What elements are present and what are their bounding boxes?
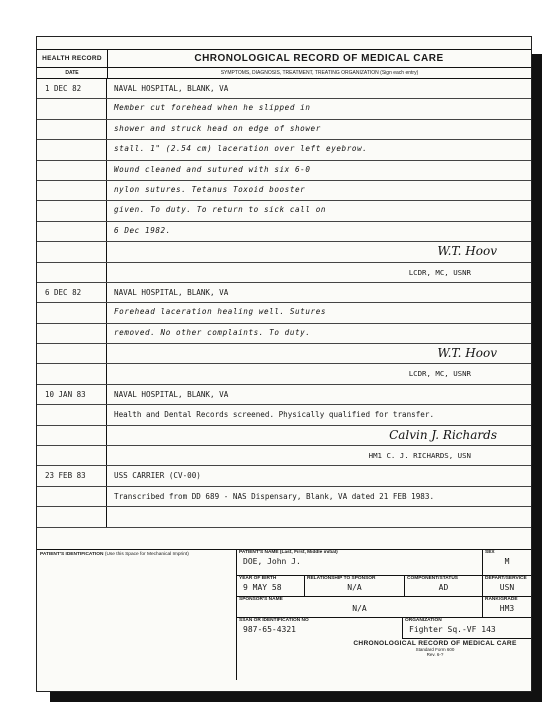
signer-rank-area (108, 364, 527, 383)
record-row (37, 79, 531, 99)
date-column-header: DATE (65, 70, 79, 76)
health-record-label: HEALTH RECORD (37, 50, 108, 67)
entry-date (37, 364, 107, 383)
handwritten-note: given. To duty. To return to sick call on (114, 205, 327, 215)
entry-date (37, 263, 107, 282)
record-row (37, 487, 531, 507)
record-row (37, 303, 531, 323)
patient-id-note: (Use this Space for Mechanical Imprint) (104, 552, 189, 557)
entry-date (37, 242, 107, 261)
entry-date (37, 222, 107, 241)
rank-cell (483, 597, 531, 618)
entry-date (37, 507, 107, 526)
signer-rank-area (108, 446, 527, 465)
relationship-cell (305, 576, 405, 597)
typed-entry: NAVAL HOSPITAL, BLANK, VA (114, 389, 229, 399)
typed-entry: Health and Dental Records screened. Physically qualified for transfer. (114, 410, 435, 420)
form-header (37, 49, 531, 68)
birth-value: 9 MAY 58 (243, 583, 282, 592)
handwritten-note: removed. No other complaints. To duty. (114, 327, 311, 337)
record-row (37, 426, 531, 446)
signer-rank: LCDR, MC, USNR (408, 267, 471, 277)
signer-rank: LCDR, MC, USNR (408, 369, 471, 379)
signature-area (108, 426, 527, 445)
entry-date (37, 120, 107, 139)
record-row (37, 324, 531, 344)
handwritten-note: 6 Dec 1982. (114, 225, 171, 235)
entry-date (37, 426, 107, 445)
organization-cell (403, 618, 531, 639)
sponsor-label: SPONSOR'S NAME (239, 597, 283, 602)
typed-entry: USS CARRIER (CV-00) (114, 471, 201, 481)
component-cell (405, 576, 483, 597)
record-row (37, 161, 531, 181)
typed-entry: Transcribed from DD 689 - NAS Dispensary, Blank, VA dated 21 FEB 1983. (114, 491, 435, 501)
sponsor-value: N/A (352, 604, 367, 613)
sex-label: SEX (485, 550, 495, 555)
record-row (37, 222, 531, 242)
record-row (37, 507, 531, 527)
record-row (37, 120, 531, 140)
handwritten-signature: Calvin J. Richards (389, 427, 497, 442)
entry-date (37, 140, 107, 159)
record-row (37, 242, 531, 262)
rank-label: RANK/GRADE (485, 597, 518, 602)
record-row (37, 344, 531, 364)
entry-date: 1 DEC 82 (37, 79, 107, 98)
entry-date (37, 181, 107, 200)
record-row (37, 181, 531, 201)
typed-entry: NAVAL HOSPITAL, BLANK, VA (114, 287, 229, 297)
depart-label: DEPART/SERVICE (485, 576, 527, 581)
record-row (37, 263, 531, 283)
patient-name-label: PATIENT'S NAME (Last, First, Middle initial) (239, 550, 338, 555)
medical-record-sheet (36, 36, 532, 692)
handwritten-note: nylon sutures. Tetanus Toxoid booster (114, 184, 306, 194)
signature-area (108, 344, 527, 363)
birth-cell (237, 576, 305, 597)
signer-rank-area (108, 263, 527, 282)
sponsor-cell (237, 597, 483, 618)
handwritten-note: shower and struck head on edge of shower (114, 123, 321, 133)
record-entries (37, 79, 531, 528)
relationship-value: N/A (347, 583, 362, 592)
ssan-cell (237, 618, 403, 639)
entry-date: 23 FEB 83 (37, 466, 107, 485)
patient-identification-area (37, 550, 237, 680)
patient-name-cell (237, 550, 483, 576)
sex-cell (483, 550, 531, 576)
record-form (37, 49, 531, 528)
component-value: AD (438, 583, 449, 592)
entry-date (37, 161, 107, 180)
identification-block (37, 549, 531, 680)
typed-entry (108, 507, 527, 526)
component-label: COMPONENT/STATUS (407, 576, 458, 581)
handwritten-note: Wound cleaned and sutured with six 6-0 (114, 164, 311, 174)
organization-value: Fighter Sq.-VF 143 (409, 625, 496, 634)
entry-date (37, 324, 107, 343)
footer-title: CHRONOLOGICAL RECORD OF MEDICAL CARE (353, 640, 517, 647)
entry-date (37, 405, 107, 424)
entry-date (37, 99, 107, 118)
record-row (37, 364, 531, 384)
patient-id-label: PATIENT'S IDENTIFICATION (40, 552, 104, 557)
signature-area (108, 242, 527, 261)
form-footer (343, 640, 527, 657)
record-row (37, 405, 531, 425)
record-row (37, 201, 531, 221)
record-row (37, 466, 531, 486)
record-row (37, 385, 531, 405)
depart-value: USN (499, 583, 515, 592)
entry-date (37, 487, 107, 506)
signer-rank: HM1 C. J. RICHARDS, USN (368, 451, 471, 461)
depart-cell (483, 576, 531, 597)
handwritten-signature: W.T. Hoov (437, 346, 497, 361)
record-row (37, 446, 531, 466)
entry-date (37, 344, 107, 363)
column-headers (37, 68, 531, 79)
patient-name-value: DOE, John J. (243, 557, 301, 566)
ssan-value: 987-65-4321 (243, 625, 296, 634)
record-row (37, 140, 531, 160)
record-row (37, 283, 531, 303)
entry-date (37, 201, 107, 220)
organization-label: ORGANIZATION (405, 618, 442, 623)
typed-entry: NAVAL HOSPITAL, BLANK, VA (114, 84, 229, 93)
symptoms-column-header: SYMPTOMS, DIAGNOSIS, TREATMENT, TREATING ORGANIZATION (Sign each entry) (107, 68, 531, 78)
entry-date: 10 JAN 83 (37, 385, 107, 404)
footer-revision: Rev. 6-? (426, 652, 444, 657)
handwritten-signature: W.T. Hoov (437, 244, 497, 259)
sex-value: M (504, 557, 510, 566)
entry-date: 6 DEC 82 (37, 283, 107, 302)
record-row (37, 99, 531, 119)
ssan-label: SSAN OR IDENTIFICATION NO (239, 618, 309, 623)
birth-label: YEAR OF BIRTH (239, 576, 277, 581)
form-title: CHRONOLOGICAL RECORD OF MEDICAL CARE (194, 53, 444, 64)
rank-value: HM3 (499, 604, 515, 613)
handwritten-note: stall. 1" (2.54 cm) laceration over left eyebrow. (114, 144, 368, 154)
handwritten-note: Forehead laceration healing well. Sutures (114, 307, 327, 317)
entry-date (37, 303, 107, 322)
handwritten-note: Member cut forehead when he slipped in (114, 103, 311, 113)
entry-date (37, 446, 107, 465)
footer-form-number: Standard Form 600 (415, 647, 455, 652)
relationship-label: RELATIONSHIP TO SPONSOR (307, 576, 376, 581)
